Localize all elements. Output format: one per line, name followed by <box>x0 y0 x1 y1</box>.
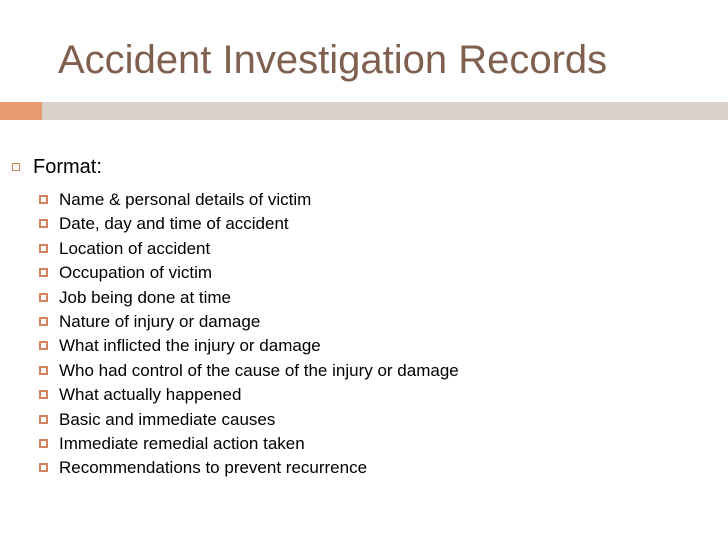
bullet-label: Format: <box>33 156 102 178</box>
framed-square-bullet-icon <box>39 317 48 326</box>
sub-bullet-text: Name & personal details of victim <box>59 190 312 209</box>
sub-bullet-item <box>0 188 728 212</box>
framed-square-bullet-icon <box>39 341 48 350</box>
sub-bullet-item <box>0 359 728 383</box>
title-accent-bar <box>0 102 42 120</box>
sub-bullet-item <box>0 261 728 285</box>
sub-bullet-text: Job being done at time <box>59 287 232 307</box>
framed-square-bullet-icon <box>39 439 48 448</box>
sub-bullet-text: Location of accident <box>59 238 211 258</box>
sub-bullet-item <box>0 237 728 261</box>
sub-bullet-item <box>0 456 728 480</box>
framed-square-bullet-icon <box>39 195 48 204</box>
framed-square-bullet-icon <box>39 219 48 228</box>
sub-bullet-text: Recommendations to prevent recurrence <box>59 458 368 478</box>
framed-square-bullet-icon <box>39 415 48 424</box>
bullet-item-format <box>0 150 728 481</box>
framed-square-bullet-icon <box>39 463 48 472</box>
sub-bullet-item <box>0 286 728 310</box>
sub-bullet-item <box>0 408 728 432</box>
bullet-list <box>0 150 728 481</box>
sub-bullet-text: Basic and immediate causes <box>59 409 276 429</box>
sub-bullet-item <box>0 432 728 456</box>
sub-bullet-text: What actually happened <box>59 385 242 405</box>
sub-bullet-list <box>0 188 728 481</box>
sub-bullet-item <box>0 310 728 334</box>
sub-bullet-item <box>0 334 728 358</box>
framed-square-bullet-icon <box>39 244 48 253</box>
framed-square-bullet-icon <box>39 268 48 277</box>
framed-square-bullet-icon <box>39 390 48 399</box>
hollow-square-bullet-icon <box>12 163 20 171</box>
sub-bullet-text: Nature of injury or damage <box>59 311 261 331</box>
bullet-row-format <box>0 150 728 180</box>
sub-bullet-item <box>0 212 728 236</box>
sub-bullet-text: Immediate remedial action taken <box>59 433 305 453</box>
sub-bullet-text: Occupation of victim <box>59 263 213 283</box>
title-rule-bar <box>42 102 728 120</box>
sub-bullet-item <box>0 383 728 407</box>
sub-bullet-text: Who had control of the cause of the injury or damage <box>59 360 459 380</box>
sub-bullet-text: What inflicted the injury or damage <box>59 336 321 356</box>
slide-title: Accident Investigation Records <box>58 38 608 82</box>
framed-square-bullet-icon <box>39 293 48 302</box>
sub-bullet-text: Date, day and time of accident <box>59 214 289 234</box>
framed-square-bullet-icon <box>39 366 48 375</box>
